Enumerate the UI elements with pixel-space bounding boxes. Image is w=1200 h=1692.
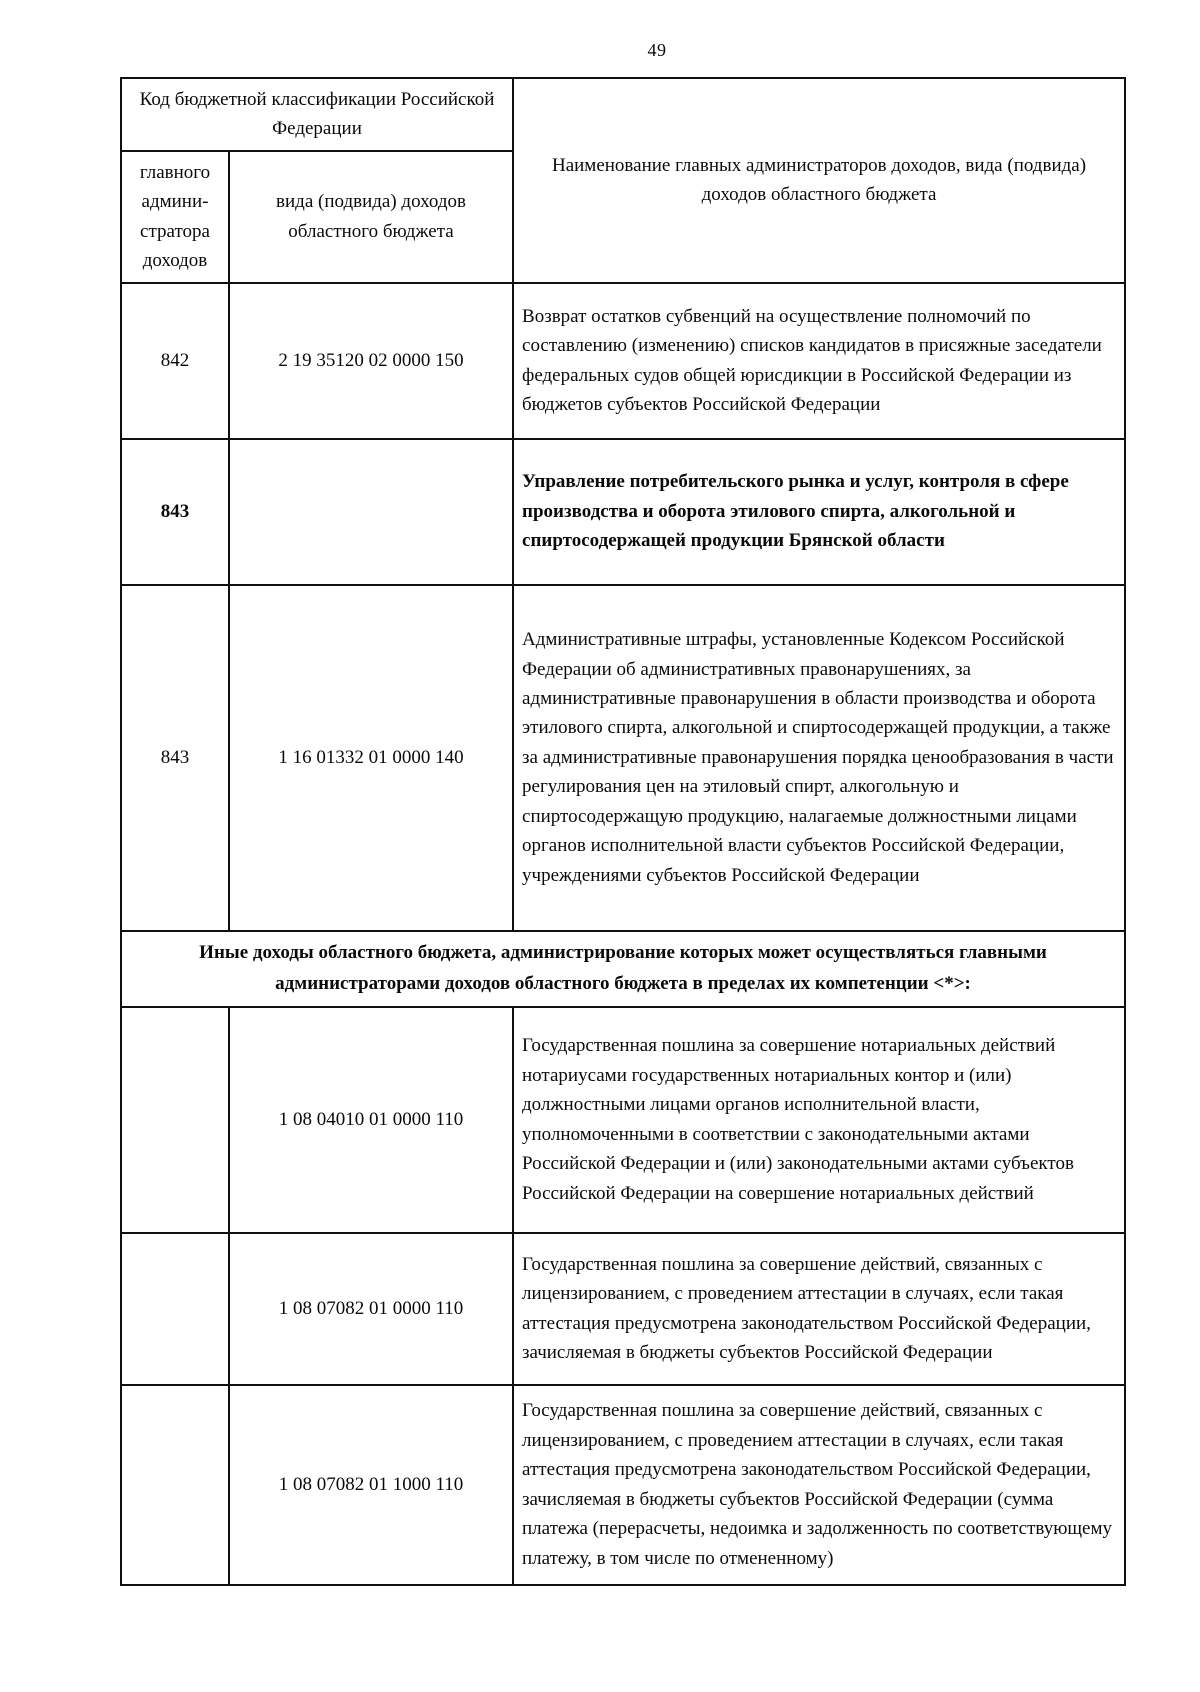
income-code-cell: [229, 439, 513, 585]
income-code-cell: 1 16 01332 01 0000 140: [229, 585, 513, 931]
income-code-cell: 2 19 35120 02 0000 150: [229, 283, 513, 439]
income-name-cell: Государственная пошлина за совершение действий, связанных с лицензированием, с проведением аттестации в случаях, если такая аттестация предусмотрена законодательством Российской Федерации, зачисляемая в бюджеты субъектов Российской Федерации (сумма платежа (перерасчеты, недоимка и задолженность по соответствующему платежу, в том числе по отмененному): [513, 1385, 1125, 1585]
income-name-cell: Административные штрафы, установленные Кодексом Российской Федерации об административных правонарушениях, за административные правонарушения в области производства и оборота этилового спирта, алкогольной и спиртосодержащей продукции, а также за административные правонарушения порядка ценообразования в части регулирования цен на этиловый спирт, алкогольную и спиртосодержащую продукцию, налагаемые должностными лицами органов исполнительной власти субъектов Российской Федерации, учреждениями субъектов Российской Федерации: [513, 585, 1125, 931]
admin-code-cell: [121, 1007, 229, 1233]
table-row: [121, 283, 1125, 439]
income-code-cell: 1 08 04010 01 0000 110: [229, 1007, 513, 1233]
table-row: [121, 1233, 1125, 1385]
header-code-group: Код бюджетной классификации Российской Федерации: [121, 78, 513, 151]
income-code-cell: 1 08 07082 01 1000 110: [229, 1385, 513, 1585]
admin-code-cell: 843: [121, 439, 229, 585]
section-note: Иные доходы областного бюджета, администрирование которых может осуществляться главными администраторами доходов областного бюджета в пределах их компетенции <*>:: [121, 931, 1125, 1007]
header-type-col: вида (подвида) доходов областного бюджета: [229, 151, 513, 283]
admin-code-cell: 843: [121, 585, 229, 931]
income-code-cell: 1 08 07082 01 0000 110: [229, 1233, 513, 1385]
header-admin-col: главного админи-стратора доходов: [121, 151, 229, 283]
header-name-col: Наименование главных администраторов доходов, вида (подвида) доходов областного бюджета: [513, 78, 1125, 283]
income-name-cell: Возврат остатков субвенций на осуществление полномочий по составлению (изменению) списков кандидатов в присяжные заседатели федеральных судов общей юрисдикции в Российской Федерации из бюджетов субъектов Российской Федерации: [513, 283, 1125, 439]
income-name-cell: Государственная пошлина за совершение действий, связанных с лицензированием, с проведением аттестации в случаях, если такая аттестация предусмотрена законодательством Российской Федерации, зачисляемая в бюджеты субъектов Российской Федерации: [513, 1233, 1125, 1385]
header-row-top: [121, 78, 1125, 151]
admin-code-cell: [121, 1233, 229, 1385]
income-name-cell: Управление потребительского рынка и услуг, контроля в сфере производства и оборота этилового спирта, алкогольной и спиртосодержащей продукции Брянской области: [513, 439, 1125, 585]
table-row: [121, 1385, 1125, 1585]
table-row: [121, 1007, 1125, 1233]
page-number: 49: [647, 40, 667, 60]
table-row: [121, 585, 1125, 931]
admin-code-cell: 842: [121, 283, 229, 439]
section-note-row: [121, 931, 1125, 1007]
admin-code-cell: [121, 1385, 229, 1585]
income-name-cell: Государственная пошлина за совершение нотариальных действий нотариусами государственных нотариальных контор и (или) должностными лицами органов исполнительной власти, уполномоченными в соответствии с законодательными актами Российской Федерации и (или) законодательными актами субъектов Российской Федерации на совершение нотариальных действий: [513, 1007, 1125, 1233]
document-sheet: [120, 40, 1124, 1586]
table-row: [121, 439, 1125, 585]
budget-classification-table: [120, 77, 1126, 1586]
